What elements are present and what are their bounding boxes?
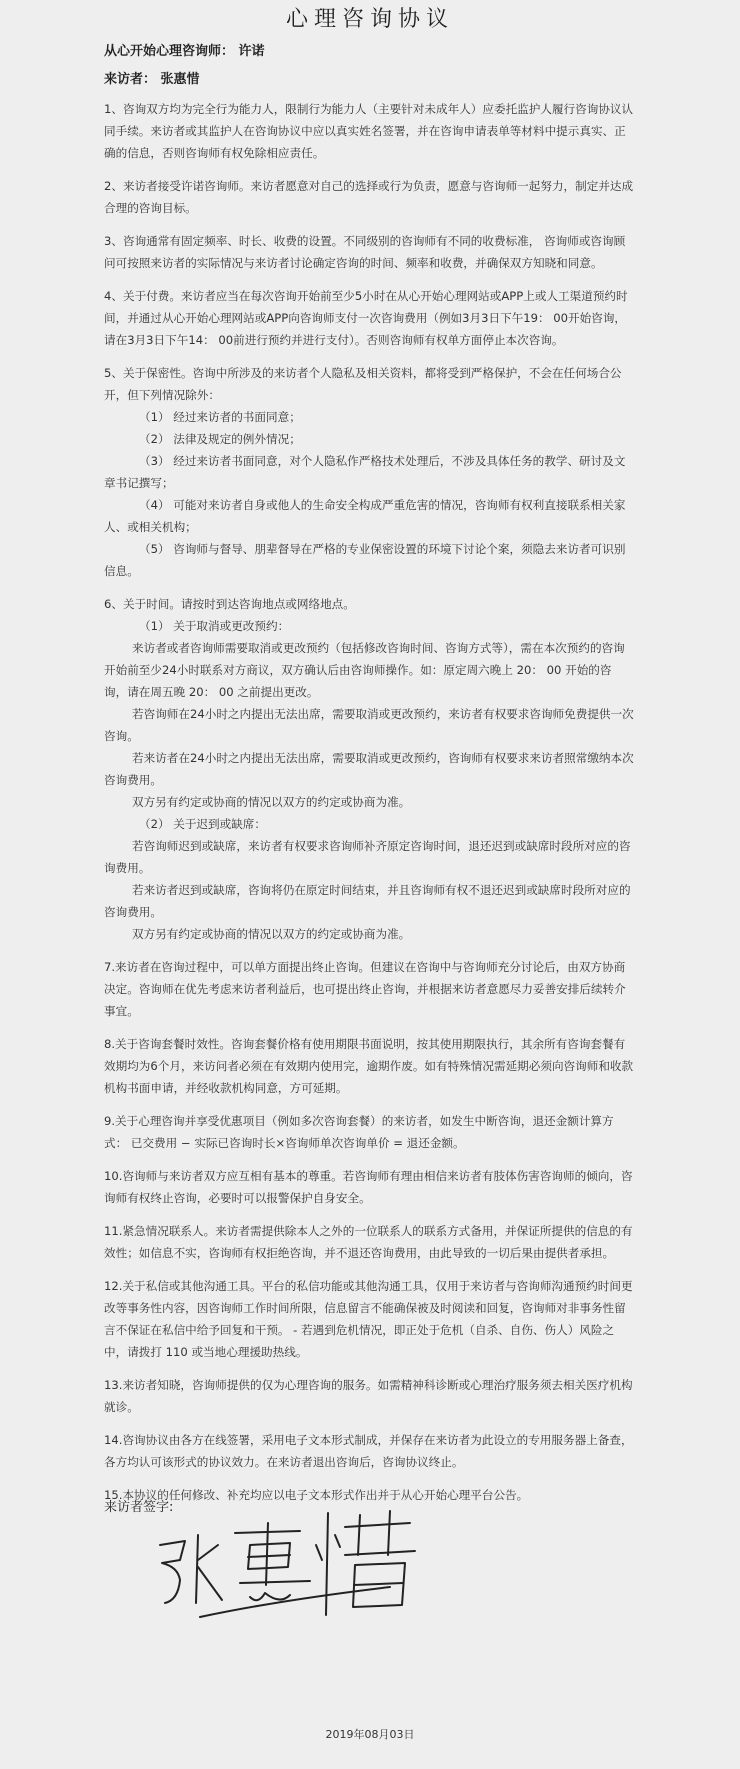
clause-paragraph: 12.关于私信或其他沟通工具。平台的私信功能或其他沟通工具，仅用于来访者与咨询师沟通预约时间更改等事务性内容，因咨询师工作时间所限，信息留言不能确保被及时阅读和回复，咨询师对非事务性留言不保证在私信中给予回复和干预。 - 若遇到危机情况，即正处于危机（自杀、自伤、伤人）风险之中，请拨打 110 或当地心理援助热线。 [104,1279,633,1359]
clause-paragraph: 11.紧急情况联系人。来访者需提供除本人之外的一位联系人的联系方式备用，并保证所提供的信息的有效性；如信息不实，咨询师有权拒绝咨询，并不退还咨询费用，由此导致的一切后果由提供者承担。 [104,1224,633,1260]
clause-subitem: （5） 咨询师与督导、朋辈督导在严格的专业保密设置的环境下讨论个案，须隐去来访者可识别信息。 [104,542,626,578]
clause-subitem: 若来访者在24小时之内提出无法出席，需要取消或更改预约，咨询师有权要求来访者照常缴纳本次咨询费用。 [104,751,634,787]
clause-paragraph: 7.来访者在咨询过程中，可以单方面提出终止咨询。但建议在咨询中与咨询师充分讨论后，由双方协商决定。咨询师在优先考虑来访者利益后，也可提出终止咨询，并根据来访者意愿尽力妥善安排后续转介事宜。 [104,960,626,1018]
counselor-line: 从心开始心理咨询师： 许诺 [104,44,265,59]
clause-subitem: （1） 经过来访者的书面同意； [139,410,301,424]
sign-date: 2019年08月03日 [325,1728,415,1741]
document-title: 心理咨询协议 [285,7,454,32]
handwritten-signature [140,1505,440,1625]
clause-paragraph: 2、来访者接受许诺咨询师。来访者愿意对自己的选择或行为负责，愿意与咨询师一起努力，制定并达成合理的咨询目标。 [104,179,634,215]
clause-paragraph: 3、咨询通常有固定频率、时长、收费的设置。不同级别的咨询师有不同的收费标准， 咨询师或咨询顾问可按照来访者的实际情况与来访者讨论确定咨询的时间、频率和收费，并确保双方知晓和同意。 [104,234,626,270]
clause-subitem: （2） 法律及规定的例外情况； [139,432,301,446]
clause-paragraph: 10.咨询师与来访者双方应互相有基本的尊重。若咨询师有理由相信来访者有肢体伤害咨询师的倾向，咨询师有权终止咨询，必要时可以报警保护自身安全。 [104,1169,633,1205]
clause-paragraph: 4、关于付费。来访者应当在每次咨询开始前至少5小时在从心开始心理网站或APP上或人工渠道预约时间，并通过从心开始心理网站或APP向咨询师支付一次咨询费用（例如3月3日下午19： 00开始咨询， 请在3月3日下午14： 00前进行预约并进行支付）。否则咨询师有权单方面停止本次咨询。 [104,289,628,347]
signature-label: 来访者签字: [104,1500,174,1515]
clause-paragraph: 9.关于心理咨询并享受优惠项目（例如多次咨询套餐）的来访者，如发生中断咨询，退还金额计算方式： 已交费用 − 实际已咨询时长×咨询师单次咨询单价 = 退还金额。 [104,1114,614,1150]
clause-subitem: 双方另有约定或协商的情况以双方的约定或协商为准。 [132,927,411,941]
clause-paragraph: 14.咨询协议由各方在线签署，采用电子文本形式制成，并保存在来访者为此设立的专用服务器上备查，各方均认可该形式的协议效力。在来访者退出咨询后，咨询协议终止。 [104,1433,633,1469]
clause-paragraph: 13.来访者知晓，咨询师提供的仅为心理咨询的服务。如需精神科诊断或心理治疗服务须去相关医疗机构就诊。 [104,1378,633,1414]
clause-paragraph: 5、关于保密性。咨询中所涉及的来访者个人隐私及相关资料，都将受到严格保护，不会在任何场合公开，但下列情况除外： [104,366,622,402]
clause-subitem: 若来访者迟到或缺席，咨询将仍在原定时间结束，并且咨询师有权不退还迟到或缺席时段所对应的咨询费用。 [104,883,631,919]
clause-subitem: （4） 可能对来访者自身或他人的生命安全构成严重危害的情况，咨询师有权利直接联系相关家人、或相关机构； [104,498,626,534]
clause-paragraph: 6、关于时间。请按时到达咨询地点或网络地点。 [104,597,355,611]
clause-paragraph: 8.关于咨询套餐时效性。咨询套餐价格有使用期限书面说明，按其使用期限执行，其余所有咨询套餐有效期均为6个月，来访问者必须在有效期内使用完，逾期作废。如有特殊情况需延期必须向咨询师和收款机构书面申请，并经收款机构同意，方可延期。 [104,1037,634,1095]
clause-subitem: （1） 关于取消或更改预约： [139,619,290,633]
clause-paragraph: 15.本协议的任何修改、补充均应以电子文本形式作出并于从心开始心理平台公告。 [104,1488,529,1502]
agreement-body [104,98,634,1506]
clause-subitem: （2） 关于迟到或缺席： [139,817,266,831]
client-line: 来访者： 张惠惜 [104,72,200,87]
clause-subitem: 来访者或者咨询师需要取消或更改预约（包括修改咨询时间、咨询方式等），需在本次预约的咨询开始前至少24小时联系对方商议，双方确认后由咨询师操作。如：原定周六晚上 20： 00 开始的咨询，请在周五晚 20： 00 之前提出更改。 [104,641,625,699]
clause-subitem: 若咨询师迟到或缺席，来访者有权要求咨询师补齐原定咨询时间，退还迟到或缺席时段所对应的咨询费用。 [104,839,631,875]
clause-subitem: 双方另有约定或协商的情况以双方的约定或协商为准。 [132,795,411,809]
clause-subitem: 若咨询师在24小时之内提出无法出席，需要取消或更改预约，来访者有权要求咨询师免费提供一次咨询。 [104,707,634,743]
clause-subitem: （3） 经过来访者书面同意，对个人隐私作严格技术处理后，不涉及具体任务的教学、研讨及文章书记撰写； [104,454,626,490]
clause-paragraph: 1、咨询双方均为完全行为能力人，限制行为能力人（主要针对未成年人）应委托监护人履行咨询协议认同手续。来访者或其监护人在咨询协议中应以真实姓名签署，并在咨询申请表单等材料中提示真实、正确的信息，否则咨询师有权免除相应责任。 [104,102,634,160]
